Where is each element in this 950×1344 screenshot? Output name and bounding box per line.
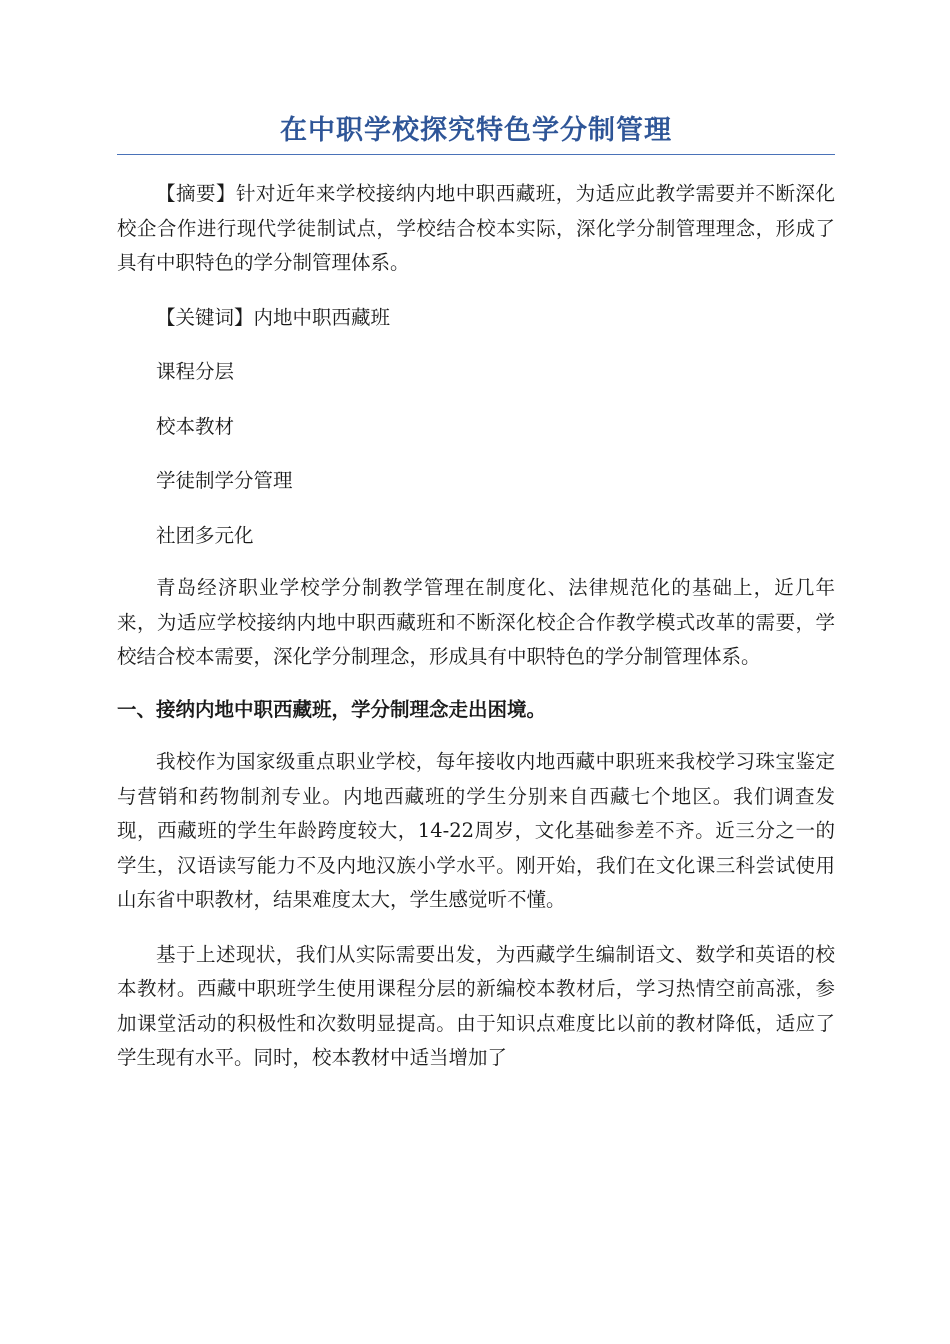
keyword-item: 学徒制学分管理: [156, 469, 293, 492]
document-page: [117, 110, 835, 1076]
body-paragraph: 基于上述现状，我们从实际需要出发，为西藏学生编制语文、数学和英语的校本教材。西藏中职班学生使用课程分层的新编校本教材后，学习热情空前高涨，参加课堂活动的积极性和次数明显提高。由于知识点难度比以前的教材降低，适应了学生现有水平。同时，校本教材中适当增加了: [117, 942, 835, 1069]
intro-paragraph: 青岛经济职业学校学分制教学管理在制度化、法律规范化的基础上，近几年来，为适应学校接纳内地中职西藏班和不断深化校企合作教学模式改革的需要，学校结合校本需要，深化学分制理念，形成具有中职特色的学分制管理体系。: [117, 576, 835, 668]
keyword-item: 课程分层: [156, 360, 235, 383]
keyword-item: 社团多元化: [156, 523, 254, 547]
document-title: 在中职学校探究特色学分制管理: [117, 110, 835, 155]
section-heading: 一、接纳内地中职西藏班，学分制理念走出困境。: [117, 697, 547, 721]
keyword-item: 校本教材: [156, 414, 235, 438]
body-paragraph: 我校作为国家级重点职业学校，每年接收内地西藏中职班来我校学习珠宝鉴定与营销和药物制剂专业。内地西藏班的学生分别来自西藏七个地区。我们调查发现，西藏班的学生年龄跨度较大，14-22周岁，文化基础参差不齐。近三分之一的学生，汉语读写能力不及内地汉族小学水平。刚开始，我们在文化课三科尝试使用山东省中职教材，结果难度太大，学生感觉听不懂。: [117, 750, 835, 911]
abstract-paragraph: 【摘要】针对近年来学校接纳内地中职西藏班，为适应此教学需要并不断深化校企合作进行现代学徒制试点，学校结合校本实际，深化学分制管理理念，形成了具有中职特色的学分制管理体系。: [117, 182, 835, 274]
keywords-label: 【关键词】内地中职西藏班: [156, 305, 391, 329]
